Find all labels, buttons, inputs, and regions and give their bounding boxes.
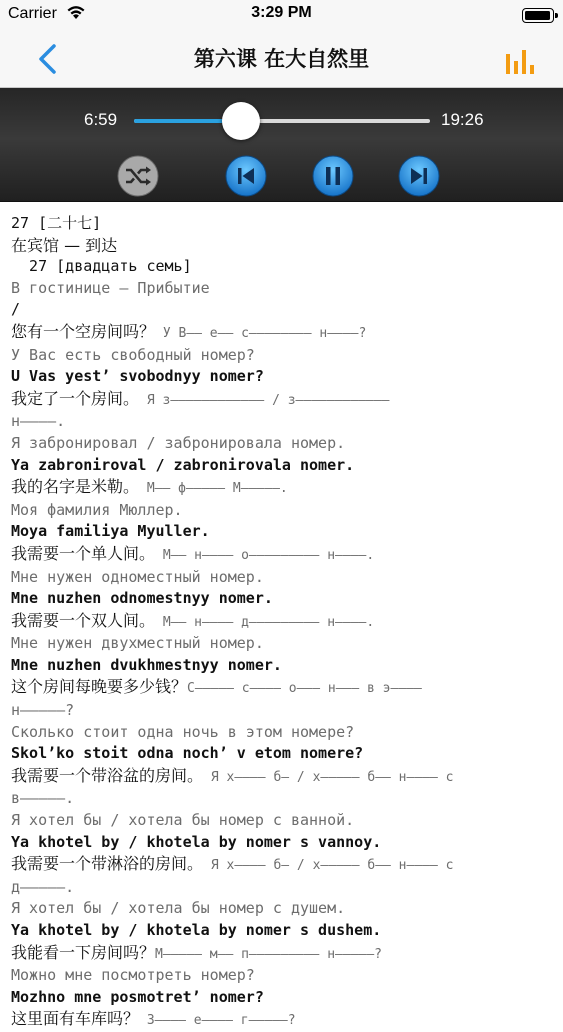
chinese-text: 我需要一个单人间。 (11, 543, 156, 563)
page-title: 第六课 在大自然里 (193, 47, 370, 71)
chinese-sentence (11, 853, 552, 877)
chinese-sentence (11, 1008, 552, 1032)
russian-text: Сколько стоит одна ночь в этом номере? (11, 722, 355, 741)
transliteration-text: Skol’ko stoit odna noch’ v etom nomere? (11, 744, 364, 763)
header-text: / (11, 300, 21, 319)
equalizer-icon[interactable] (505, 48, 537, 74)
chinese-text: 我定了一个房间。 (11, 388, 140, 408)
transliteration-text: Moya familiya Myuller. (11, 522, 210, 541)
shuffle-button[interactable] (117, 155, 159, 197)
chinese-text: 您有一个空房间吗？ (11, 321, 156, 341)
section-title-chinese: 在宾馆 — 到达 (11, 235, 118, 255)
shuffle-icon (117, 155, 159, 197)
russian-hint: М————— м—— п————————— н—————? (155, 946, 382, 962)
chinese-sentence (11, 676, 552, 700)
russian-text: У Вас есть свободный номер? (11, 345, 255, 364)
chinese-sentence (11, 321, 552, 345)
russian-text: Я хотел бы / хотела бы номер с ванной. (11, 811, 355, 830)
chinese-text: 我能看一下房间吗？ (11, 942, 156, 962)
chinese-text: 这里面有车库吗？ (11, 1009, 140, 1029)
russian-hint: М—— н———— д————————— н————. (155, 614, 375, 630)
pause-icon (312, 155, 354, 197)
chinese-sentence (11, 610, 552, 634)
chinese-sentence (11, 942, 552, 966)
current-time: 6:59 (84, 110, 118, 129)
progress-slider[interactable] (134, 119, 430, 123)
russian-hint: З———— е———— г—————? (139, 1013, 296, 1029)
russian-text: Мне нужен одноместный номер. (11, 567, 264, 586)
transliteration-text: Mozhno mne posmotret’ nomer? (11, 987, 264, 1006)
russian-text: н—————? (11, 701, 75, 720)
russian-hint: М—— ф————— М—————. (139, 481, 288, 497)
previous-button[interactable] (225, 155, 267, 197)
chinese-sentence (11, 543, 552, 567)
russian-hint: Я х———— б— / х————— б—— н———— с (203, 858, 454, 874)
transliteration-text: U Vas yest’ svobodnyy nomer? (11, 367, 264, 386)
skip-previous-icon (225, 155, 267, 197)
navigation-bar (0, 30, 563, 88)
skip-next-icon (398, 155, 440, 197)
russian-text: в—————. (11, 789, 75, 808)
chinese-sentence (11, 388, 552, 412)
chinese-text: 我需要一个带淋浴的房间。 (11, 854, 204, 874)
chinese-text: 我的名字是米勒。 (11, 477, 140, 497)
russian-hint: У В—— е—— с———————— н————? (155, 325, 367, 341)
audio-player (0, 88, 563, 202)
russian-text: н————. (11, 412, 66, 431)
russian-hint: С————— с———— о——— н——— в э———— (187, 681, 422, 697)
russian-hint: Я х———— б— / х————— б—— н———— с (203, 769, 454, 785)
russian-text: Я хотел бы / хотела бы номер с душем. (11, 899, 346, 918)
chinese-sentence (11, 476, 552, 500)
header-text: 27 [двадцать семь] (11, 257, 192, 276)
russian-text: В гостинице — Прибытие (11, 278, 210, 297)
carrier-label: Carrier (8, 5, 57, 22)
chinese-sentence (11, 765, 552, 789)
next-button[interactable] (398, 155, 440, 197)
russian-text: Я забронировал / забронировала номер. (11, 433, 346, 452)
header-text: 27 [二十七] (11, 214, 102, 232)
russian-text: Можно мне посмотреть номер? (11, 966, 255, 985)
total-time: 19:26 (441, 110, 484, 129)
transliteration-text: Ya zabroniroval / zabronirovala nomer. (11, 455, 355, 474)
russian-hint: М—— н———— о————————— н————. (155, 547, 375, 563)
russian-hint: Я з———————————— / з———————————— (139, 392, 390, 408)
chinese-text: 这个房间每晚要多少钱？ (11, 677, 188, 697)
progress-thumb[interactable] (222, 102, 260, 140)
status-bar (0, 0, 563, 30)
lesson-text (0, 202, 563, 1029)
status-time: 3:29 PM (251, 4, 312, 21)
transliteration-text: Mne nuzhen odnomestnyy nomer. (11, 589, 273, 608)
battery-icon (522, 8, 554, 23)
transliteration-text: Mne nuzhen dvukhmestnyy nomer. (11, 655, 282, 674)
chinese-text: 我需要一个带浴盆的房间。 (11, 765, 204, 785)
russian-text: д—————. (11, 877, 75, 896)
transliteration-text: Ya khotel by / khotela by nomer s vannoy. (11, 832, 382, 851)
russian-text: Моя фамилия Мюллер. (11, 500, 183, 519)
pause-button[interactable] (312, 155, 354, 197)
russian-text: Мне нужен двухместный номер. (11, 634, 264, 653)
chinese-text: 我需要一个双人间。 (11, 610, 156, 630)
transliteration-text: Ya khotel by / khotela by nomer s dushem. (11, 921, 382, 939)
